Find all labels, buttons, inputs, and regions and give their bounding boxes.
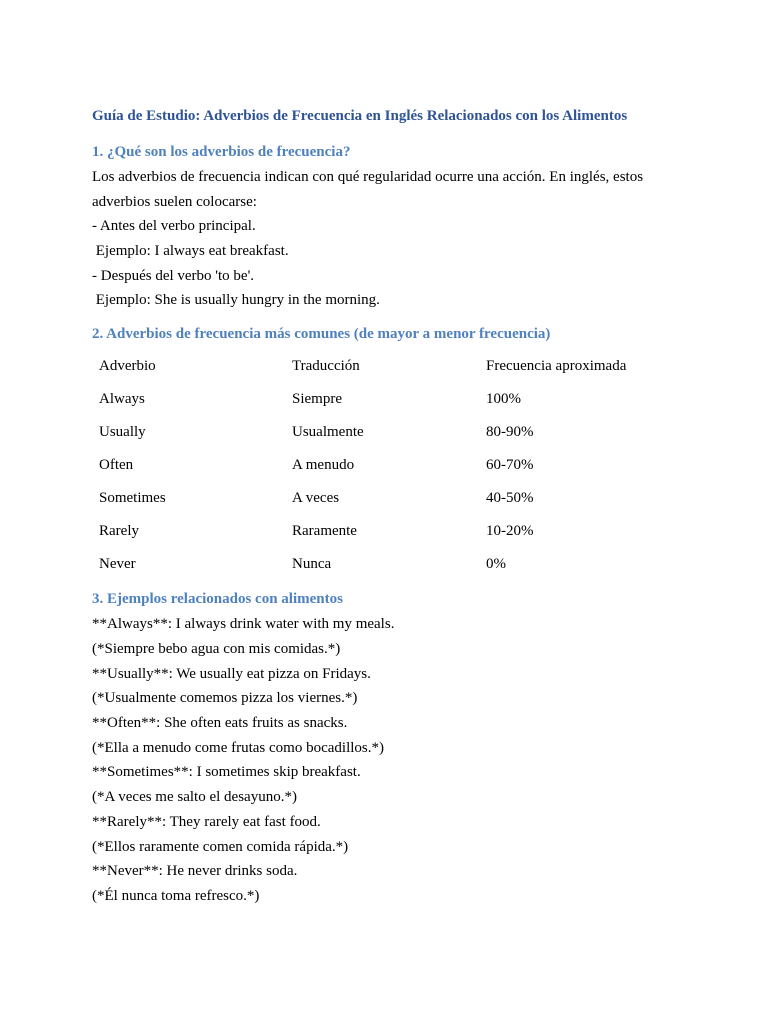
section1-line: Los adverbios de frecuencia indican con qué regularidad ocurre una acción. En inglés, estos xyxy=(92,169,644,185)
example-translation: (*Siempre bebo agua con mis comidas.*) xyxy=(92,641,341,657)
table-cell: 100% xyxy=(486,391,521,407)
example-translation: (*A veces me salto el desayuno.*) xyxy=(92,789,297,805)
table-cell: Rarely xyxy=(99,523,139,539)
table-cell: 10-20% xyxy=(486,523,534,539)
example-line: **Sometimes**: I sometimes skip breakfast. xyxy=(92,764,361,780)
example-translation: (*Ellos raramente comen comida rápida.*) xyxy=(92,839,349,855)
table-cell: Raramente xyxy=(292,523,357,539)
section1-line: - Después del verbo 'to be'. xyxy=(92,268,255,284)
table-cell: 80-90% xyxy=(486,424,534,440)
section1-line: Ejemplo: I always eat breakfast. xyxy=(92,243,289,259)
section1-heading: 1. ¿Qué son los adverbios de frecuencia? xyxy=(92,144,351,160)
table-cell: Siempre xyxy=(292,391,342,407)
table-cell: Always xyxy=(99,391,145,407)
table-cell: A veces xyxy=(292,490,340,506)
example-line: **Never**: He never drinks soda. xyxy=(92,863,298,879)
example-translation: (*Ella a menudo come frutas como bocadillos.*) xyxy=(92,740,384,756)
example-line: **Always**: I always drink water with my meals. xyxy=(92,616,395,632)
section1-line: Ejemplo: She is usually hungry in the morning. xyxy=(92,292,380,308)
table-cell: Usually xyxy=(99,424,146,440)
table-cell: Nunca xyxy=(292,556,332,572)
section1-line: adverbios suelen colocarse: xyxy=(92,194,257,210)
document-title: Guía de Estudio: Adverbios de Frecuencia en Inglés Relacionados con los Alimentos xyxy=(92,108,628,124)
table-header-cell: Traducción xyxy=(292,358,360,374)
section1-line: - Antes del verbo principal. xyxy=(92,218,256,234)
section3-heading: 3. Ejemplos relacionados con alimentos xyxy=(92,591,343,607)
example-line: **Usually**: We usually eat pizza on Fridays. xyxy=(92,666,371,682)
table-cell: 60-70% xyxy=(486,457,534,473)
table-header-cell: Frecuencia aproximada xyxy=(486,358,627,374)
table-cell: A menudo xyxy=(292,457,355,473)
table-cell: Usualmente xyxy=(292,424,364,440)
table-cell: Never xyxy=(99,556,136,572)
table-cell: Sometimes xyxy=(99,490,166,506)
table-header-cell: Adverbio xyxy=(99,358,156,374)
table-cell: 40-50% xyxy=(486,490,534,506)
example-translation: (*Usualmente comemos pizza los viernes.*) xyxy=(92,690,358,706)
example-line: **Rarely**: They rarely eat fast food. xyxy=(92,814,321,830)
example-translation: (*Él nunca toma refresco.*) xyxy=(92,888,260,904)
section2-heading: 2. Adverbios de frecuencia más comunes (de mayor a menor frecuencia) xyxy=(92,326,551,342)
table-cell: Often xyxy=(99,457,134,473)
example-line: **Often**: She often eats fruits as snacks. xyxy=(92,715,348,731)
table-cell: 0% xyxy=(486,556,506,572)
